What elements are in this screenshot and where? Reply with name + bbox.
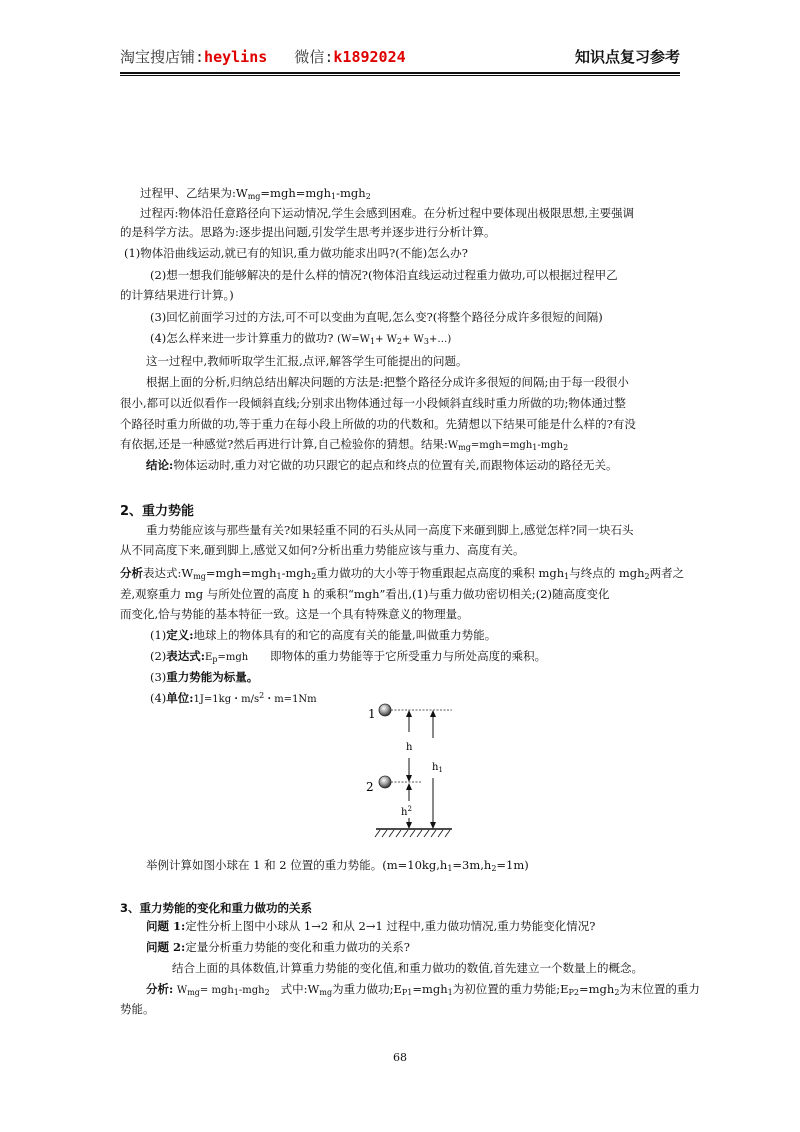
- h-label: h: [406, 742, 413, 753]
- question-4: (4)怎么样来进一步计算重力的做功? ($W=W_1+ W_2+$ $W_3+\dots$): [150, 331, 452, 346]
- section-3-heading: 3、重力势能的变化和重力做功的关系: [120, 901, 312, 915]
- page-header: [120, 44, 680, 70]
- question-2-line1: (2)想一想我们能够解决的是什么样的情况?(物体沿直线运动过程重力做功,可以根据过程甲乙: [150, 268, 618, 282]
- ball-position-2: [379, 776, 391, 788]
- paragraph-potential-line1: 重力势能应该与那些量有关?如果轻重不同的石头从同一高度下来砸到脚上,感觉怎样?同一块石头: [146, 523, 634, 537]
- item-scalar: (3)重力势能为标量。: [150, 670, 259, 684]
- paragraph-summary-line1: 根据上面的分析,归纳总结出解决问题的方法是:把整个路径分成许多很短的间隔;由于每一段很小: [146, 375, 629, 389]
- example-text: 举例计算如图小球在 1 和 2 位置的重力势能。$(m=10kg,h_1=3m,h_2=1m)$: [146, 858, 529, 873]
- header-title: 知识点复习参考: [574, 48, 680, 66]
- conclusion: 结论:物体运动时,重力对它做的功只跟它的起点和终点的位置有关,而跟物体运动的路径无关。: [146, 458, 618, 472]
- paragraph-bing-line1: 过程丙:物体沿任意路径向下运动情况,学生会感到困难。在分析过程中要体现出极限思想,主要强调: [140, 206, 635, 220]
- item-definition: (1)定义:地球上的物体具有的和它的高度有关的能量,叫做重力势能。: [150, 628, 497, 642]
- header-divider-thin: [120, 75, 680, 76]
- position-1-label: 1: [368, 707, 376, 721]
- paragraph-bing-line2: 的是科学方法。思路为:逐步提出问题,引发学生思考并逐步进行分析计算。: [120, 225, 496, 239]
- section-2-heading: 2、重力势能: [120, 504, 195, 519]
- page-number: 68: [393, 1051, 407, 1064]
- height-diagram: [360, 698, 470, 843]
- analysis-line2: 差,观察重力 mg 与所处位置的高度 h 的乘积“mgh”看出,(1)与重力做功密切相关;(2)随高度变化: [120, 587, 610, 601]
- shop-name: heylins: [204, 48, 268, 66]
- problem-2: 问题 2:定量分析重力势能的变化和重力做功的关系?: [146, 940, 410, 954]
- analysis2-line2: 势能。: [120, 1002, 155, 1016]
- wechat-id: k1892024: [333, 48, 406, 66]
- h2-label: $h^2$: [401, 805, 412, 818]
- ball-position-1: [379, 704, 391, 716]
- position-2-label: 2: [366, 780, 374, 794]
- paragraph-result-jia-yi: 过程甲、乙结果为$:W_{mg}=mgh=mgh_1-mgh_2$: [140, 186, 371, 201]
- paragraph-summary-line2: 很小,都可以近似看作一段倾斜直线;分别求出物体通过每一小段倾斜直线时重力所做的功;物体通过整: [120, 396, 626, 410]
- analysis-line1: 分析表达式$:W_{mg}=mgh=mgh_1-mgh_2$重力做功的大小等于物重跟起点高度的乘积 mgh$_1$与终点的 mgh$_2$两者之: [120, 566, 685, 581]
- question-2-line2: 的计算结果进行计算。): [120, 288, 234, 302]
- shop-label: 淘宝搜店铺:: [120, 48, 205, 66]
- h1-label: $h_1$: [432, 762, 443, 774]
- paragraph-summary-line4: 有依据,还是一种感觉?然后再进行计算,自己检验你的猜想。结果$:W_{mg}=mgh=mgh_1-mgh_2$: [120, 437, 569, 452]
- paragraph-numeric: 结合上面的具体数值,计算重力势能的变化值,和重力做功的数值,首先建立一个数量上的概念。: [172, 961, 643, 975]
- shop-info: [120, 46, 406, 67]
- analysis-line3: 而变化,恰与势能的基本特征一致。这是一个具有特殊意义的物理量。: [120, 607, 469, 621]
- item-expression: (2)表达式$:E_p=mgh$ 即物体的重力势能等于它所受重力与所处高度的乘积。: [150, 649, 547, 664]
- header-divider: [120, 72, 680, 74]
- ground-hatching: [375, 830, 450, 837]
- question-1: (1)物体沿曲线运动,就已有的知识,重力做功能求出吗?(不能)怎么办?: [124, 246, 468, 260]
- analysis2-line1: 分析: $W_{mg}= mgh_1-mgh_2$ 式中$:W_{mg}$为重力做功$;E_{P1}=mgh_1$为初位置的重力势能$;E_{P2}=mgh_2$为末位置的重力: [146, 982, 700, 997]
- paragraph-potential-line2: 从不同高度下来,砸到脚上,感觉又如何?分析出重力势能应该与重力、高度有关。: [120, 543, 525, 557]
- question-3: (3)回忆前面学习过的方法,可不可以变曲为直呢,怎么变?(将整个路径分成许多很短的间隔): [150, 310, 603, 324]
- wechat-label: 微信:: [294, 48, 334, 66]
- problem-1: 问题 1:定性分析上图中小球从 1→2 和从 2→1 过程中,重力做功情况,重力势能变化情况?: [146, 919, 596, 933]
- paragraph-summary-line3: 个路径时重力所做的功,等于重力在每小段上所做的功的代数和。先猜想以下结果可能是什么样的?有没: [120, 417, 636, 431]
- item-unit: (4)单位:1J=1kg・$m/s^2$・m=1Nm: [150, 691, 317, 705]
- paragraph-teacher: 这一过程中,教师听取学生汇报,点评,解答学生可能提出的问题。: [146, 354, 468, 368]
